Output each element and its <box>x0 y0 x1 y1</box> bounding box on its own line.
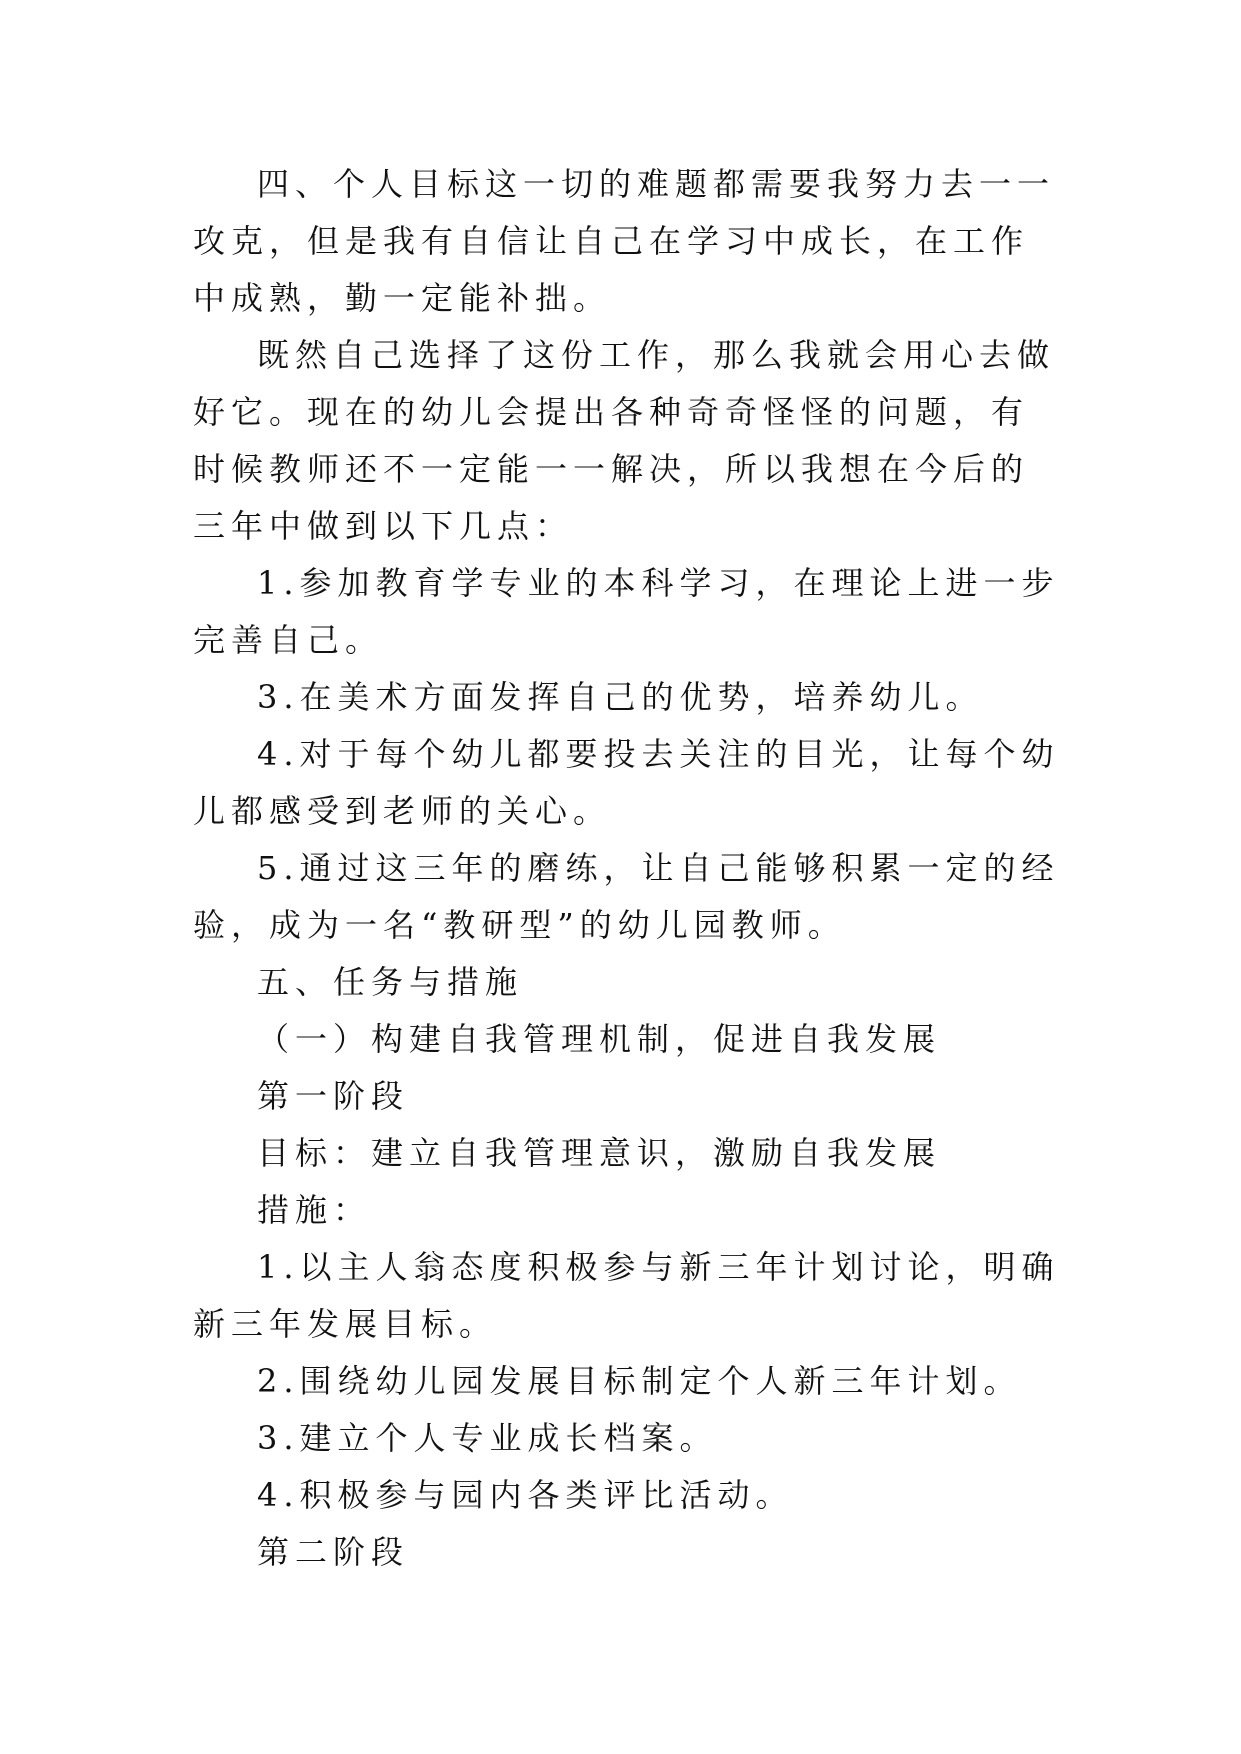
list-item-research-teacher: 5.通过这三年的磨练，让自己能够积累一定的经验，成为一名“教研型”的幼儿园教师。 <box>193 849 1060 944</box>
stage-heading-second: 第二阶段 <box>257 1533 410 1571</box>
measure-item-4: 4.积极参与园内各类评比活动。 <box>257 1476 794 1514</box>
measure-item-1: 1.以主人翁态度积极参与新三年计划讨论，明确新三年发展目标。 <box>193 1248 1060 1343</box>
list-item-art-strength: 3.在美术方面发挥自己的优势，培养幼儿。 <box>257 678 984 716</box>
document-body <box>193 156 1063 1581</box>
paragraph-personal-goal: 四、个人目标这一切的难题都需要我努力去一一攻克，但是我有自信让自己在学习中成长，在工作中成熟，勤一定能补拙。 <box>193 165 1056 317</box>
measure-item-3: 3.建立个人专业成长档案。 <box>257 1419 718 1457</box>
measures-label: 措施： <box>257 1191 372 1229</box>
goal-line: 目标：建立自我管理意识，激励自我发展 <box>257 1134 942 1172</box>
measure-item-2: 2.围绕幼儿园发展目标制定个人新三年计划。 <box>257 1362 1022 1400</box>
section-heading-tasks: 五、任务与措施 <box>257 963 524 1001</box>
list-item-undergraduate-study: 1.参加教育学专业的本科学习，在理论上进一步完善自己。 <box>193 564 1060 659</box>
paragraph-commitment: 既然自己选择了这份工作，那么我就会用心去做好它。现在的幼儿会提出各种奇奇怪怪的问题，有时候教师还不一定能一一解决，所以我想在今后的三年中做到以下几点： <box>193 336 1056 545</box>
stage-heading-first: 第一阶段 <box>257 1077 410 1115</box>
list-item-attention-to-children: 4.对于每个幼儿都要投去关注的目光，让每个幼儿都感受到老师的关心。 <box>193 735 1060 830</box>
subsection-heading-self-management: （一）构建自我管理机制，促进自我发展 <box>257 1020 942 1058</box>
